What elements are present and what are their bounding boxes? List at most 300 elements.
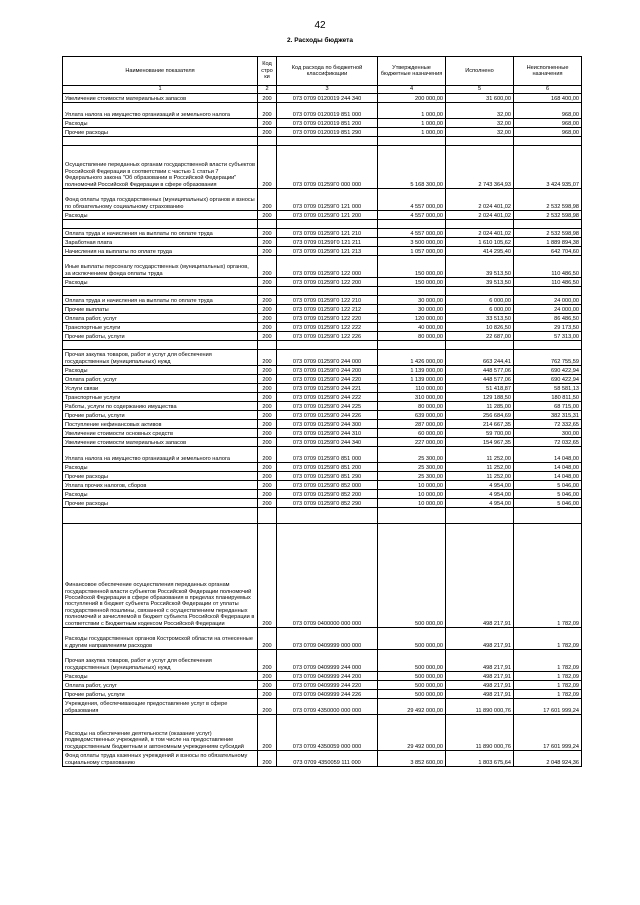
row-line-code	[258, 287, 277, 296]
row-unexecuted: 110 486,50	[514, 278, 582, 287]
row-line-code: 200	[258, 128, 277, 137]
col-number: 1	[63, 86, 258, 94]
row-name: Расходы	[63, 211, 258, 220]
row-line-code: 200	[258, 146, 277, 189]
row-budget-code: 073 0709 0120019 851 000	[277, 103, 378, 119]
row-budget-code: 073 0709 01259Г0 852 200	[277, 490, 378, 499]
row-name: Оплата труда и начисления на выплаты по оплате труда	[63, 296, 258, 305]
row-line-code: 200	[258, 323, 277, 332]
row-budget-code	[277, 508, 378, 524]
row-unexecuted: 14 048,00	[514, 447, 582, 463]
row-unexecuted: 110 486,50	[514, 256, 582, 278]
row-name: Расходы	[63, 119, 258, 128]
row-budget-code: 073 0709 01259Г0 122 000	[277, 256, 378, 278]
row-name: Уплата прочих налогов, сборов	[63, 481, 258, 490]
row-executed: 11 252,00	[446, 463, 514, 472]
row-unexecuted: 2 048 924,36	[514, 751, 582, 767]
row-unexecuted: 168 400,00	[514, 94, 582, 103]
section-title: 2. Расходы бюджета	[287, 37, 353, 44]
col-number: 3	[277, 86, 378, 94]
row-unexecuted: 968,00	[514, 119, 582, 128]
table-row	[63, 393, 582, 402]
row-budget-code: 073 0709 01259Г0 244 225	[277, 402, 378, 411]
row-name: Транспортные услуги	[63, 393, 258, 402]
row-line-code: 200	[258, 463, 277, 472]
table-row	[63, 699, 582, 715]
row-line-code: 200	[258, 296, 277, 305]
row-name: Оплата работ, услуг	[63, 375, 258, 384]
row-name: Уплата налога на имущество организаций и земельного налога	[63, 447, 258, 463]
table-row	[63, 715, 582, 751]
row-executed: 32,00	[446, 128, 514, 137]
row-name: Прочие выплаты	[63, 305, 258, 314]
row-name: Финансовое обеспечение осуществления переданных органам государственной власти субъектов Российской Федерации полномочий Российской Федерации в сфере образования в пределах планируемых поступлений в бюджет субъекта Российской Федерации от уплаты государственной пошлины, связанной с осуществлением переданных полномочий и зачисляемой в бюджет субъекта Российской Федерации в соответствии с Бюджетным кодексом Российской Федерации	[63, 524, 258, 628]
row-approved: 10 000,00	[378, 490, 446, 499]
row-approved: 29 492 000,00	[378, 715, 446, 751]
row-budget-code: 073 0709 01259Г0 121 210	[277, 229, 378, 238]
row-approved	[378, 508, 446, 524]
row-budget-code: 073 0709 0120019 851 290	[277, 128, 378, 137]
row-name: Осуществление переданных органам государственной власти субъектов Российской Федерации в соответствии с частью 1 статьи 7 Федерального закона "Об образовании в Российской Федерации" полномочий Российской Федерации в сфере образования	[63, 146, 258, 189]
row-approved: 40 000,00	[378, 323, 446, 332]
row-approved: 10 000,00	[378, 499, 446, 508]
row-budget-code: 073 0709 01259Г0 244 226	[277, 411, 378, 420]
row-budget-code: 073 0709 0400000 000 000	[277, 524, 378, 628]
table-row	[63, 650, 582, 672]
row-executed: 11 252,00	[446, 447, 514, 463]
row-budget-code: 073 0709 01259Г0 244 000	[277, 350, 378, 366]
row-approved: 80 000,00	[378, 402, 446, 411]
row-executed: 31 600,00	[446, 94, 514, 103]
row-executed: 498 217,91	[446, 650, 514, 672]
row-name: Прочие расходы	[63, 499, 258, 508]
row-executed: 663 244,41	[446, 350, 514, 366]
row-unexecuted: 1 889 894,38	[514, 238, 582, 247]
row-unexecuted	[514, 341, 582, 350]
row-unexecuted: 180 811,50	[514, 393, 582, 402]
col-number: 6	[514, 86, 582, 94]
row-executed: 11 285,00	[446, 402, 514, 411]
row-executed: 1 803 675,64	[446, 751, 514, 767]
row-unexecuted: 762 755,59	[514, 350, 582, 366]
row-line-code: 200	[258, 94, 277, 103]
row-executed: 2 024 401,02	[446, 189, 514, 211]
row-executed: 129 188,50	[446, 393, 514, 402]
row-budget-code: 073 0709 0120019 851 200	[277, 119, 378, 128]
col-number: 2	[258, 86, 277, 94]
row-line-code: 200	[258, 305, 277, 314]
row-budget-code	[277, 287, 378, 296]
row-approved: 4 557 000,00	[378, 211, 446, 220]
row-line-code: 200	[258, 103, 277, 119]
row-name: Расходы	[63, 672, 258, 681]
table-row	[63, 366, 582, 375]
col-number: 5	[446, 86, 514, 94]
row-approved: 3 500 000,00	[378, 238, 446, 247]
row-unexecuted: 86 486,50	[514, 314, 582, 323]
row-approved: 4 557 000,00	[378, 189, 446, 211]
table-row	[63, 296, 582, 305]
row-executed: 498 217,91	[446, 628, 514, 650]
row-line-code: 200	[258, 393, 277, 402]
row-unexecuted: 968,00	[514, 103, 582, 119]
row-name: Прочая закупка товаров, работ и услуг для обеспечения государственных (муниципальных) нужд	[63, 350, 258, 366]
row-name: Фонд оплаты труда казенных учреждений и взносы по обязательному социальному страхованию	[63, 751, 258, 767]
row-budget-code: 073 0709 01259Г0 244 222	[277, 393, 378, 402]
row-budget-code: 073 0709 01259Г0 244 221	[277, 384, 378, 393]
table-row	[63, 211, 582, 220]
row-executed: 448 577,06	[446, 366, 514, 375]
row-approved: 150 000,00	[378, 256, 446, 278]
row-unexecuted: 2 532 598,98	[514, 229, 582, 238]
row-executed: 2 024 401,02	[446, 211, 514, 220]
row-budget-code: 073 0709 4350059 111 000	[277, 751, 378, 767]
row-unexecuted: 17 601 999,24	[514, 699, 582, 715]
table-row	[63, 119, 582, 128]
row-line-code: 200	[258, 472, 277, 481]
row-unexecuted: 300,00	[514, 429, 582, 438]
table-row	[63, 305, 582, 314]
row-executed: 4 954,00	[446, 490, 514, 499]
row-budget-code: 073 0709 0409999 244 000	[277, 650, 378, 672]
row-name: Увеличение стоимости материальных запасов	[63, 438, 258, 447]
row-name	[63, 137, 258, 146]
row-approved: 80 000,00	[378, 332, 446, 341]
row-executed	[446, 508, 514, 524]
table-row	[63, 384, 582, 393]
row-executed	[446, 220, 514, 229]
row-executed	[446, 341, 514, 350]
row-executed: 51 418,87	[446, 384, 514, 393]
row-approved: 3 852 600,00	[378, 751, 446, 767]
table-row	[63, 314, 582, 323]
row-budget-code: 073 0709 01259Г0 122 222	[277, 323, 378, 332]
row-name	[63, 508, 258, 524]
row-line-code: 200	[258, 438, 277, 447]
row-unexecuted: 24 000,00	[514, 296, 582, 305]
row-executed: 6 000,00	[446, 305, 514, 314]
row-executed: 4 954,00	[446, 481, 514, 490]
table-row	[63, 472, 582, 481]
row-executed: 2 024 401,02	[446, 229, 514, 238]
row-name: Расходы государственных органов Костромской области на отнесенные к другим направлениям расходов	[63, 628, 258, 650]
row-executed: 39 513,50	[446, 256, 514, 278]
row-unexecuted: 72 032,65	[514, 438, 582, 447]
row-approved: 25 300,00	[378, 463, 446, 472]
col-header-line-code: Код стро ки	[258, 57, 277, 86]
row-name: Расходы	[63, 490, 258, 499]
row-approved: 287 000,00	[378, 420, 446, 429]
row-unexecuted	[514, 220, 582, 229]
row-unexecuted: 3 424 935,07	[514, 146, 582, 189]
row-unexecuted: 1 782,09	[514, 524, 582, 628]
table-row	[63, 628, 582, 650]
row-unexecuted	[514, 287, 582, 296]
row-executed: 10 826,50	[446, 323, 514, 332]
row-line-code: 200	[258, 499, 277, 508]
row-line-code: 200	[258, 350, 277, 366]
table-row	[63, 332, 582, 341]
row-budget-code: 073 0709 01259Г0 122 200	[277, 278, 378, 287]
row-executed: 32,00	[446, 119, 514, 128]
row-approved: 500 000,00	[378, 524, 446, 628]
row-approved: 30 000,00	[378, 296, 446, 305]
row-budget-code: 073 0709 01259Г0 852 000	[277, 481, 378, 490]
row-budget-code: 073 0709 01259Г0 244 340	[277, 438, 378, 447]
row-approved: 500 000,00	[378, 681, 446, 690]
row-name: Прочие расходы	[63, 128, 258, 137]
row-budget-code: 073 0709 01259Г0 121 000	[277, 189, 378, 211]
row-line-code: 200	[258, 375, 277, 384]
table-row	[63, 146, 582, 189]
row-approved	[378, 220, 446, 229]
row-name: Прочие работы, услуги	[63, 332, 258, 341]
row-unexecuted: 382 315,31	[514, 411, 582, 420]
row-unexecuted: 1 782,09	[514, 672, 582, 681]
row-approved	[378, 341, 446, 350]
row-executed: 32,00	[446, 103, 514, 119]
row-approved: 25 300,00	[378, 472, 446, 481]
row-name: Расходы	[63, 366, 258, 375]
row-unexecuted: 57 313,00	[514, 332, 582, 341]
row-approved: 30 000,00	[378, 305, 446, 314]
row-line-code: 200	[258, 715, 277, 751]
table-row	[63, 420, 582, 429]
row-executed	[446, 137, 514, 146]
row-budget-code: 073 0709 01259Г0 121 213	[277, 247, 378, 256]
row-approved: 1 139 000,00	[378, 366, 446, 375]
row-approved: 1 000,00	[378, 119, 446, 128]
row-name	[63, 287, 258, 296]
row-executed: 59 700,00	[446, 429, 514, 438]
page-number: 42	[314, 20, 326, 31]
row-approved: 227 000,00	[378, 438, 446, 447]
row-approved: 60 000,00	[378, 429, 446, 438]
row-unexecuted: 1 782,09	[514, 650, 582, 672]
row-name: Уплата налога на имущество организаций и земельного налога	[63, 103, 258, 119]
row-line-code: 200	[258, 247, 277, 256]
row-line-code: 200	[258, 429, 277, 438]
row-name	[63, 341, 258, 350]
table-row	[63, 128, 582, 137]
row-approved: 500 000,00	[378, 628, 446, 650]
row-unexecuted: 642 704,60	[514, 247, 582, 256]
row-budget-code	[277, 220, 378, 229]
row-executed: 4 954,00	[446, 499, 514, 508]
row-unexecuted: 968,00	[514, 128, 582, 137]
table-header	[63, 57, 582, 86]
row-executed: 11 890 000,76	[446, 715, 514, 751]
row-line-code: 200	[258, 628, 277, 650]
row-line-code: 200	[258, 366, 277, 375]
row-unexecuted: 72 332,65	[514, 420, 582, 429]
row-approved: 1 139 000,00	[378, 375, 446, 384]
row-name: Услуги связи	[63, 384, 258, 393]
row-name: Начисления на выплаты по оплате труда	[63, 247, 258, 256]
row-line-code: 200	[258, 211, 277, 220]
row-name: Оплата работ, услуг	[63, 681, 258, 690]
table-row	[63, 247, 582, 256]
row-approved	[378, 287, 446, 296]
row-line-code: 200	[258, 189, 277, 211]
row-unexecuted	[514, 508, 582, 524]
col-number: 4	[378, 86, 446, 94]
col-header-budget-code: Код расхода по бюджетной классификации	[277, 57, 378, 86]
row-name: Прочая закупка товаров, работ и услуг для обеспечения государственных (муниципальных) нужд	[63, 650, 258, 672]
row-budget-code: 073 0709 01259Г0 244 200	[277, 366, 378, 375]
row-approved: 1 057 000,00	[378, 247, 446, 256]
table-row	[63, 402, 582, 411]
row-executed: 256 684,69	[446, 411, 514, 420]
row-line-code: 200	[258, 332, 277, 341]
row-unexecuted: 68 715,00	[514, 402, 582, 411]
row-executed: 33 513,50	[446, 314, 514, 323]
row-approved: 29 492 000,00	[378, 699, 446, 715]
row-unexecuted: 1 782,09	[514, 690, 582, 699]
table-row	[63, 499, 582, 508]
row-approved: 4 557 000,00	[378, 229, 446, 238]
row-budget-code: 073 0709 01259Г0 122 212	[277, 305, 378, 314]
row-budget-code: 073 0709 01259Г0 851 200	[277, 463, 378, 472]
row-budget-code: 073 0709 4350059 000 000	[277, 715, 378, 751]
row-line-code: 200	[258, 119, 277, 128]
row-unexecuted: 1 782,09	[514, 681, 582, 690]
row-line-code: 200	[258, 524, 277, 628]
col-header-name: Наименование показателя	[63, 57, 258, 86]
col-header-unexecuted: Неисполненные назначения	[514, 57, 582, 86]
row-unexecuted: 690 422,94	[514, 375, 582, 384]
table-row	[63, 438, 582, 447]
table-row	[63, 375, 582, 384]
table-row	[63, 229, 582, 238]
table-row	[63, 350, 582, 366]
row-budget-code: 073 0709 4350000 000 000	[277, 699, 378, 715]
row-approved: 25 300,00	[378, 447, 446, 463]
row-line-code: 200	[258, 238, 277, 247]
row-executed: 498 217,91	[446, 524, 514, 628]
row-unexecuted: 58 581,13	[514, 384, 582, 393]
row-unexecuted: 1 782,09	[514, 628, 582, 650]
row-line-code: 200	[258, 751, 277, 767]
table-row	[63, 323, 582, 332]
row-budget-code: 073 0709 01259Г0 121 200	[277, 211, 378, 220]
row-name: Поступление нефинансовых активов	[63, 420, 258, 429]
row-line-code	[258, 508, 277, 524]
row-unexecuted: 17 601 999,24	[514, 715, 582, 751]
table-row	[63, 508, 582, 524]
row-approved: 110 000,00	[378, 384, 446, 393]
row-budget-code: 073 0709 01259Г0 244 220	[277, 375, 378, 384]
row-executed: 1 610 105,62	[446, 238, 514, 247]
table-row	[63, 287, 582, 296]
row-executed: 154 967,35	[446, 438, 514, 447]
row-unexecuted: 2 532 598,98	[514, 189, 582, 211]
row-approved: 5 168 300,00	[378, 146, 446, 189]
row-name: Расходы на обеспечение деятельности (оказание услуг) подведомственных учреждений, в том числе на предоставление государственным бюджетным и автономным учреждениям субсидий	[63, 715, 258, 751]
row-name: Заработная плата	[63, 238, 258, 247]
row-unexecuted: 690 422,94	[514, 366, 582, 375]
row-budget-code: 073 0709 01259Г0 122 226	[277, 332, 378, 341]
row-name: Транспортные услуги	[63, 323, 258, 332]
row-budget-code: 073 0709 0409999 244 226	[277, 690, 378, 699]
row-name: Прочие работы, услуги	[63, 690, 258, 699]
row-name: Прочие работы, услуги	[63, 411, 258, 420]
table-row	[63, 490, 582, 499]
row-line-code	[258, 137, 277, 146]
row-approved: 1 000,00	[378, 103, 446, 119]
row-line-code: 200	[258, 699, 277, 715]
row-name: Расходы	[63, 463, 258, 472]
table-row	[63, 256, 582, 278]
table-row	[63, 94, 582, 103]
row-budget-code: 073 0709 01259Г0 852 290	[277, 499, 378, 508]
row-line-code: 200	[258, 481, 277, 490]
row-executed: 498 217,91	[446, 672, 514, 681]
table-row	[63, 429, 582, 438]
row-budget-code	[277, 341, 378, 350]
table-body	[63, 94, 582, 767]
row-executed: 214 667,35	[446, 420, 514, 429]
row-unexecuted: 14 048,00	[514, 463, 582, 472]
col-header-executed: Исполнено	[446, 57, 514, 86]
row-executed: 448 577,06	[446, 375, 514, 384]
row-line-code: 200	[258, 402, 277, 411]
row-unexecuted: 24 000,00	[514, 305, 582, 314]
row-name: Увеличение стоимости основных средств	[63, 429, 258, 438]
table-row	[63, 672, 582, 681]
row-budget-code: 073 0709 01259Г0 851 000	[277, 447, 378, 463]
table-row	[63, 189, 582, 211]
row-name: Расходы	[63, 278, 258, 287]
column-number-row	[63, 86, 582, 94]
table-row	[63, 751, 582, 767]
row-budget-code	[277, 137, 378, 146]
row-executed: 498 217,91	[446, 690, 514, 699]
row-line-code: 200	[258, 681, 277, 690]
row-unexecuted	[514, 137, 582, 146]
table-row	[63, 411, 582, 420]
row-name: Работы, услуги по содержанию имущества	[63, 402, 258, 411]
row-name: Фонд оплаты труда государственных (муниципальных) органов и взносы по обязательному социальному страхованию	[63, 189, 258, 211]
row-unexecuted: 29 173,50	[514, 323, 582, 332]
row-budget-code: 073 0709 01259Г0 244 300	[277, 420, 378, 429]
table-row	[63, 278, 582, 287]
row-approved: 500 000,00	[378, 672, 446, 681]
row-line-code: 200	[258, 314, 277, 323]
row-line-code: 200	[258, 447, 277, 463]
row-budget-code: 073 0709 01259Г0 000 000	[277, 146, 378, 189]
row-approved: 1 426 000,00	[378, 350, 446, 366]
row-line-code: 200	[258, 384, 277, 393]
table-row	[63, 463, 582, 472]
row-line-code: 200	[258, 411, 277, 420]
table-row	[63, 690, 582, 699]
row-executed	[446, 287, 514, 296]
row-approved: 10 000,00	[378, 481, 446, 490]
table-row	[63, 341, 582, 350]
table-row	[63, 524, 582, 628]
row-name	[63, 220, 258, 229]
row-approved: 639 000,00	[378, 411, 446, 420]
table-row	[63, 238, 582, 247]
row-line-code: 200	[258, 490, 277, 499]
row-line-code: 200	[258, 650, 277, 672]
row-executed: 498 217,91	[446, 681, 514, 690]
row-approved: 200 000,00	[378, 94, 446, 103]
expenses-table	[62, 56, 582, 767]
table-row	[63, 481, 582, 490]
row-budget-code: 073 0709 01259Г0 122 210	[277, 296, 378, 305]
